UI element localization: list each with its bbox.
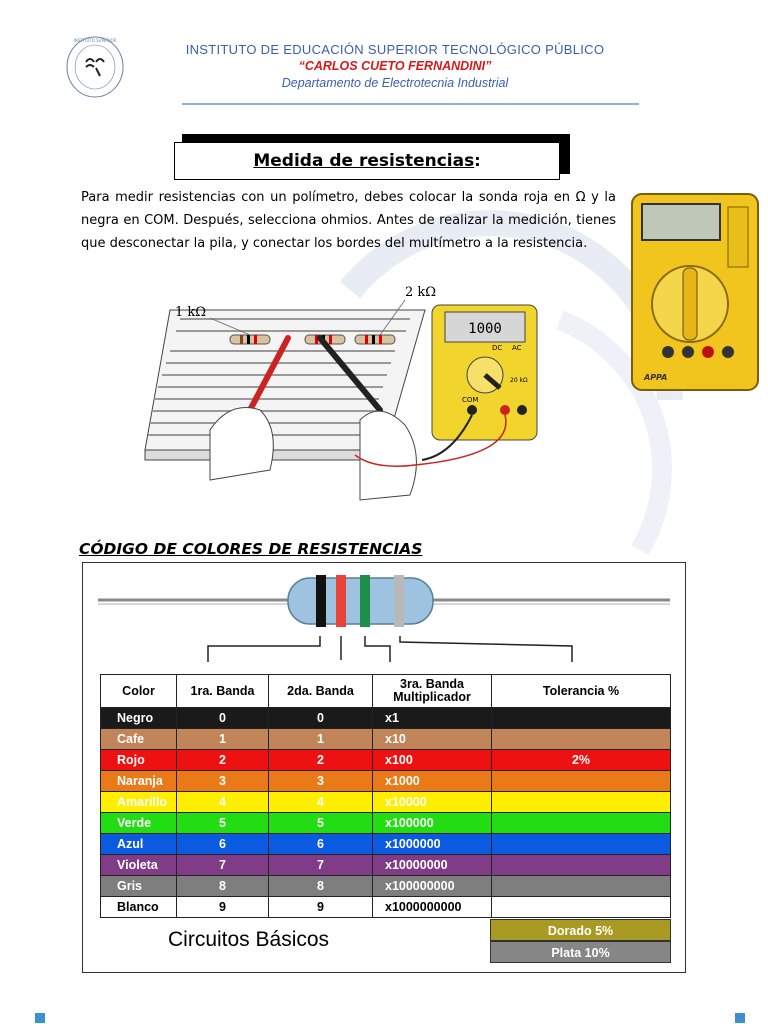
header-band2: 2da. Banda: [269, 675, 373, 708]
cell-color: Cafe: [101, 729, 177, 750]
table-row: [101, 813, 671, 834]
meter-ac: AC: [512, 344, 522, 352]
multimeter-photo: [628, 192, 762, 396]
meter-range: 20 kΩ: [510, 377, 528, 384]
cell-color: Blanco: [101, 897, 177, 918]
gold-tolerance: Dorado 5%: [490, 919, 671, 941]
header-multiplier: 3ra. Banda Multiplicador: [373, 675, 492, 708]
cell-multiplier: x10000: [373, 792, 492, 813]
header-divider: [182, 103, 639, 105]
cell-tolerance: [492, 729, 671, 750]
photo-brand: APPA: [644, 373, 668, 382]
cell-band2: 8: [269, 876, 373, 897]
cell-tolerance: [492, 771, 671, 792]
cell-color: Azul: [101, 834, 177, 855]
cell-band1: 6: [177, 834, 269, 855]
cell-band1: 9: [177, 897, 269, 918]
table-row: [101, 897, 671, 918]
cell-band1: 0: [177, 708, 269, 729]
cell-tolerance: [492, 792, 671, 813]
resistor-diagram: [84, 566, 684, 675]
cell-band1: 3: [177, 771, 269, 792]
measurement-illustration: [140, 280, 540, 534]
cell-multiplier: x100000000: [373, 876, 492, 897]
cell-band2: 3: [269, 771, 373, 792]
institute-name: INSTITUTO DE EDUCACIÓN SUPERIOR TECNOLÓGICO PÚBLICO: [185, 42, 605, 57]
table-row: [101, 876, 671, 897]
cell-color: Naranja: [101, 771, 177, 792]
cell-tolerance: [492, 834, 671, 855]
table-row: [101, 750, 671, 771]
table-row: [101, 792, 671, 813]
cell-tolerance: [492, 855, 671, 876]
cell-band2: 6: [269, 834, 373, 855]
meter-display: 1000: [468, 321, 502, 337]
header-tolerance: Tolerancia %: [492, 675, 671, 708]
cell-color: Gris: [101, 876, 177, 897]
table-row: [101, 855, 671, 876]
table-row: [101, 771, 671, 792]
cell-band2: 4: [269, 792, 373, 813]
color-code-table: [100, 674, 671, 918]
table-row: [101, 834, 671, 855]
cell-band1: 1: [177, 729, 269, 750]
chart-caption: Circuitos Básicos: [168, 928, 330, 951]
page-title-box: [174, 142, 560, 180]
header-color: Color: [101, 675, 177, 708]
label-1k: 1 kΩ: [175, 305, 207, 320]
cell-multiplier: x1000: [373, 771, 492, 792]
cell-band2: 2: [269, 750, 373, 771]
cell-tolerance: [492, 876, 671, 897]
table-row: [101, 729, 671, 750]
cell-band1: 4: [177, 792, 269, 813]
cell-multiplier: x100000: [373, 813, 492, 834]
header-band1: 1ra. Banda: [177, 675, 269, 708]
cell-band2: 1: [269, 729, 373, 750]
cell-multiplier: x100: [373, 750, 492, 771]
cell-multiplier: x1: [373, 708, 492, 729]
school-name: “CARLOS CUETO FERNANDINI”: [298, 59, 492, 73]
table-header-row: [101, 675, 671, 708]
cell-band1: 8: [177, 876, 269, 897]
cell-color: Amarillo: [101, 792, 177, 813]
meter-com: COM: [462, 396, 479, 404]
page-title: Medida de resistencias: [253, 151, 475, 171]
cell-band1: 5: [177, 813, 269, 834]
cell-multiplier: x10: [373, 729, 492, 750]
cell-color: Rojo: [101, 750, 177, 771]
cell-band1: 7: [177, 855, 269, 876]
cell-band2: 7: [269, 855, 373, 876]
cell-color: Verde: [101, 813, 177, 834]
cell-band2: 0: [269, 708, 373, 729]
cell-tolerance: [492, 813, 671, 834]
cell-tolerance: [492, 897, 671, 918]
page-corner-left: [35, 1013, 45, 1023]
section-title: CÓDIGO DE COLORES DE RESISTENCIAS: [79, 540, 423, 558]
cell-tolerance: 2%: [492, 750, 671, 771]
table-row: [101, 708, 671, 729]
cell-multiplier: x10000000: [373, 855, 492, 876]
page-corner-right: [735, 1013, 745, 1023]
cell-color: Negro: [101, 708, 177, 729]
silver-tolerance: Plata 10%: [490, 941, 671, 963]
cell-multiplier: x1000000000: [373, 897, 492, 918]
cell-tolerance: [492, 708, 671, 729]
label-2k: 2 kΩ: [405, 285, 437, 300]
intro-paragraph: Para medir resistencias con un polímetro, debes colocar la sonda roja en Ω y la negra en COM. Después, selecciona ohmios. Antes de realizar la medición, tienes que desconectar la pila, y conectar los bordes del multímetro a la resistencia.: [81, 190, 616, 251]
svg-text:INSTITUTO SUPERIOR: INSTITUTO SUPERIOR: [73, 38, 117, 43]
cell-band2: 9: [269, 897, 373, 918]
cell-multiplier: x1000000: [373, 834, 492, 855]
cell-color: Violeta: [101, 855, 177, 876]
page-title-colon: :: [474, 151, 481, 170]
cell-band2: 5: [269, 813, 373, 834]
institute-logo: [64, 34, 126, 100]
department-name: Departamento de Electrotecnia Industrial: [281, 76, 509, 90]
cell-band1: 2: [177, 750, 269, 771]
meter-dc: DC: [492, 344, 503, 352]
